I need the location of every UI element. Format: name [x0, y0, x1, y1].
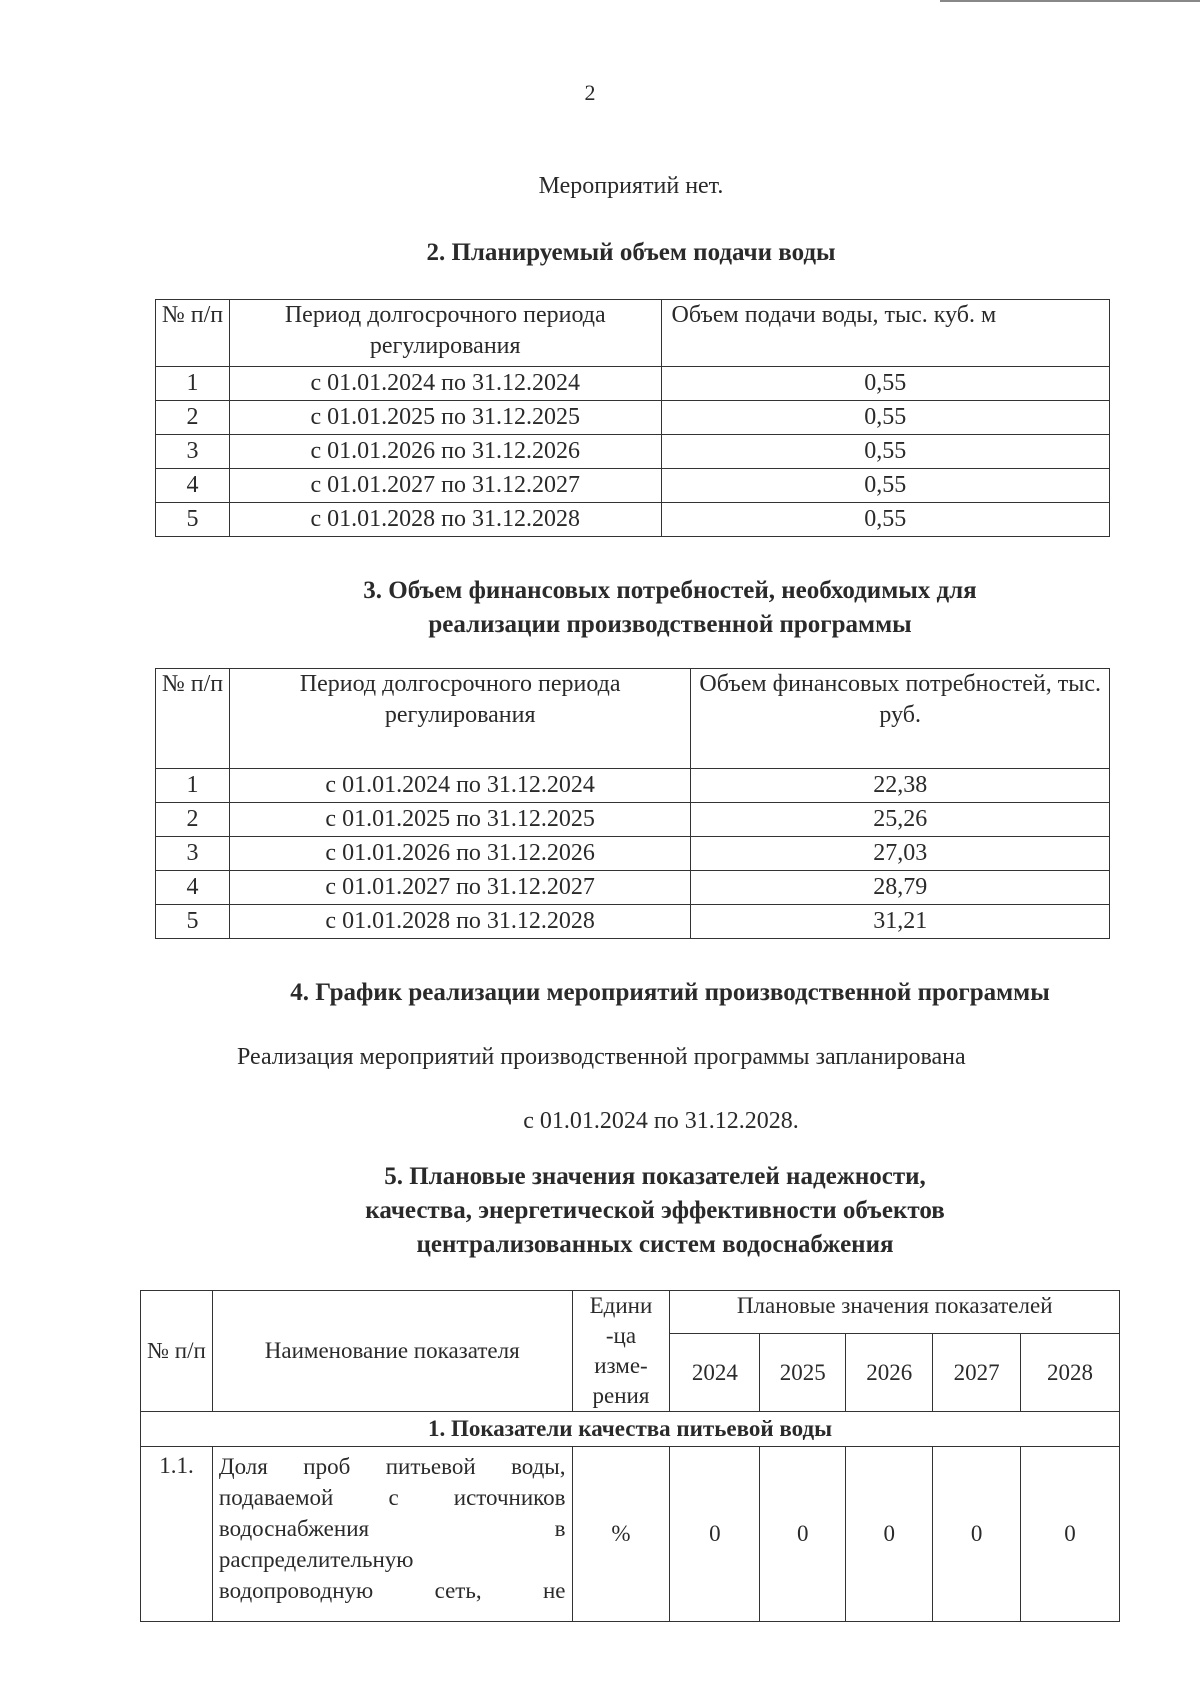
section-5-title-line3: централизованных систем водоснабжения [416, 1231, 894, 1258]
row-number: 1 [156, 769, 230, 803]
scan-edge-line [940, 0, 1200, 2]
row-value: 22,38 [691, 769, 1110, 803]
section-4-text-line2: с 01.01.2024 по 31.12.2028. [523, 1108, 799, 1134]
table-row [156, 769, 1110, 803]
group-title: 1. Показатели качества питьевой воды [141, 1412, 1120, 1447]
row-period: с 01.01.2025 по 31.12.2025 [229, 401, 661, 435]
col-header-name: Наименование показателя [212, 1291, 572, 1412]
table-row [156, 401, 1110, 435]
col-header-year: 2025 [760, 1334, 846, 1412]
table-header-row [156, 669, 1110, 769]
row-period: с 01.01.2027 по 31.12.2027 [229, 469, 661, 503]
row-value: 0 [933, 1447, 1021, 1622]
row-value: 0,55 [661, 401, 1109, 435]
section-3-title-line1: 3. Объем финансовых потребностей, необходимых для [363, 577, 977, 604]
row-number: 1 [156, 367, 230, 401]
row-value: 0 [1021, 1447, 1120, 1622]
table-row [156, 905, 1110, 939]
section-3-title-line2: реализации производственной программы [428, 611, 912, 638]
table-row [141, 1447, 1120, 1622]
section-4-text-line1: Реализация мероприятий производственной программы запланирована [237, 1044, 966, 1070]
row-value: 0 [760, 1447, 846, 1622]
indicators-table [140, 1290, 1120, 1622]
row-value: 25,26 [691, 803, 1110, 837]
row-value: 0,55 [661, 367, 1109, 401]
col-header-year: 2024 [670, 1334, 760, 1412]
row-period: с 01.01.2026 по 31.12.2026 [229, 837, 691, 871]
row-period: с 01.01.2024 по 31.12.2024 [229, 769, 691, 803]
table-row [156, 837, 1110, 871]
col-header-number: № п/п [156, 300, 230, 367]
row-indicator-name: Доля проб питьевой воды, подаваемой с источников водоснабжения в распределительную водопроводную сеть, не [212, 1447, 572, 1622]
row-period: с 01.01.2026 по 31.12.2026 [229, 435, 661, 469]
row-value: 0 [670, 1447, 760, 1622]
table-row [156, 503, 1110, 537]
col-header-period: Период долгосрочного периода регулирования [229, 300, 661, 367]
table-header-row [141, 1291, 1120, 1334]
row-period: с 01.01.2024 по 31.12.2024 [229, 367, 661, 401]
supply-volume-table [155, 299, 1110, 537]
section-4-title: 4. График реализации мероприятий производственной программы [290, 979, 1050, 1006]
col-header-year: 2028 [1021, 1334, 1120, 1412]
row-unit: % [572, 1447, 670, 1622]
section-5-title-line2: качества, энергетической эффективности объектов [365, 1197, 945, 1224]
row-number: 4 [156, 871, 230, 905]
row-number: 1.1. [141, 1447, 213, 1622]
row-value: 27,03 [691, 837, 1110, 871]
section-5-title-line1: 5. Плановые значения показателей надежности, [384, 1163, 926, 1190]
row-value: 0,55 [661, 503, 1109, 537]
page-number: 2 [584, 80, 596, 105]
row-number: 5 [156, 905, 230, 939]
table-row [156, 803, 1110, 837]
col-header-unit: Едини -ца изме- рения [572, 1291, 670, 1412]
table-row [156, 469, 1110, 503]
row-value: 28,79 [691, 871, 1110, 905]
row-number: 2 [156, 401, 230, 435]
financial-needs-table [155, 668, 1110, 939]
col-header-number: № п/п [156, 669, 230, 769]
row-period: с 01.01.2028 по 31.12.2028 [229, 503, 661, 537]
no-measures-text: Мероприятий нет. [538, 173, 724, 199]
row-period: с 01.01.2025 по 31.12.2025 [229, 803, 691, 837]
row-number: 2 [156, 803, 230, 837]
row-value: 0,55 [661, 435, 1109, 469]
row-number: 4 [156, 469, 230, 503]
group-row [141, 1412, 1120, 1447]
col-header-year: 2027 [933, 1334, 1021, 1412]
col-header-volume: Объем подачи воды, тыс. куб. м [661, 300, 1109, 367]
row-number: 3 [156, 435, 230, 469]
table-row [156, 367, 1110, 401]
table-row [156, 435, 1110, 469]
table-row [156, 871, 1110, 905]
col-header-finance: Объем финансовых потребностей, тыс. руб. [691, 669, 1110, 769]
row-value: 0 [846, 1447, 933, 1622]
row-value: 31,21 [691, 905, 1110, 939]
col-header-plan: Плановые значения показателей [670, 1291, 1120, 1334]
row-number: 3 [156, 837, 230, 871]
table-header-row [156, 300, 1110, 367]
row-value: 0,55 [661, 469, 1109, 503]
row-period: с 01.01.2028 по 31.12.2028 [229, 905, 691, 939]
col-header-year: 2026 [846, 1334, 933, 1412]
row-number: 5 [156, 503, 230, 537]
col-header-period: Период долгосрочного периода регулирования [229, 669, 691, 769]
section-2-title: 2. Планируемый объем подачи воды [426, 239, 836, 266]
row-period: с 01.01.2027 по 31.12.2027 [229, 871, 691, 905]
col-header-number: № п/п [141, 1291, 213, 1412]
